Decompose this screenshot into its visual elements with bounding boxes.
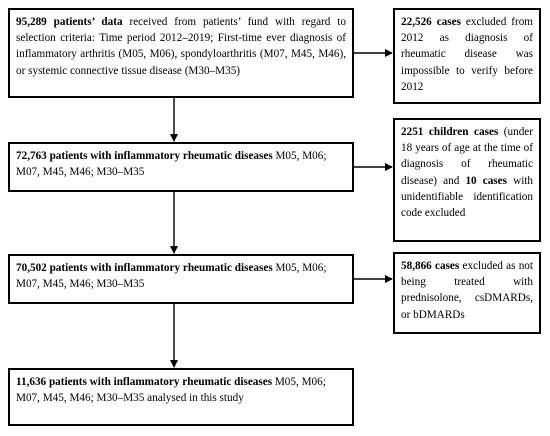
exclusion-box-2-text2: with unidentifiable identification code excluded: [401, 174, 533, 220]
box-final: [8, 368, 354, 426]
exclusion-box-1-text: excluded from 2012 as diagnosis of rheumatic disease was impossible to verify before 2012: [401, 16, 533, 93]
box-step-3-text: M05, M06; M07, M45, M46; M30–M35: [16, 262, 327, 291]
exclusion-box-1-bold: 22,526 cases: [401, 16, 461, 28]
box-final-bold: 11,636 patients with inflammatory rheumatic diseases: [16, 376, 273, 388]
exclusion-box-3: [393, 252, 541, 334]
box-step-3: [8, 254, 354, 304]
box-step-3-bold: 70,502 patients with inflammatory rheumatic diseases: [16, 262, 273, 274]
box-final-text: M05, M06; M07, M45, M46; M30–M35 analysed in this study: [16, 376, 326, 405]
box-initial-data-bold: 95,289 patients’ data: [16, 16, 123, 28]
box-step-2-bold: 72,763 patients with inflammatory rheumatic diseases: [16, 150, 273, 162]
box-initial-data-text: received from patients’ fund with regard to selection criteria: Time period 2012–2019; First-time ever diagnosis of inflammatory arthritis (M05, M06), spondyloarthritis (M07, M45, M46), or systemic connective tissue disease (M30–M35): [16, 16, 346, 77]
exclusion-box-3-bold: 58,866 cases: [401, 260, 460, 272]
box-step-2: [8, 142, 354, 192]
exclusion-box-1: [393, 8, 541, 104]
exclusion-box-2: [393, 118, 541, 242]
box-step-2-text: M05, M06; M07, M45, M46; M30–M35: [16, 150, 327, 179]
exclusion-box-2-text: (under 18 years of age at the time of diagnosis of rheumatic disease) and: [401, 126, 533, 187]
box-initial-data: [8, 8, 354, 98]
exclusion-box-2-bold2: 10 cases: [465, 174, 507, 187]
exclusion-box-2-bold: 2251 children cases: [401, 126, 499, 138]
exclusion-box-3-text: excluded as not being treated with prednisolone, csDMARDs, or bDMARDs: [401, 260, 533, 321]
